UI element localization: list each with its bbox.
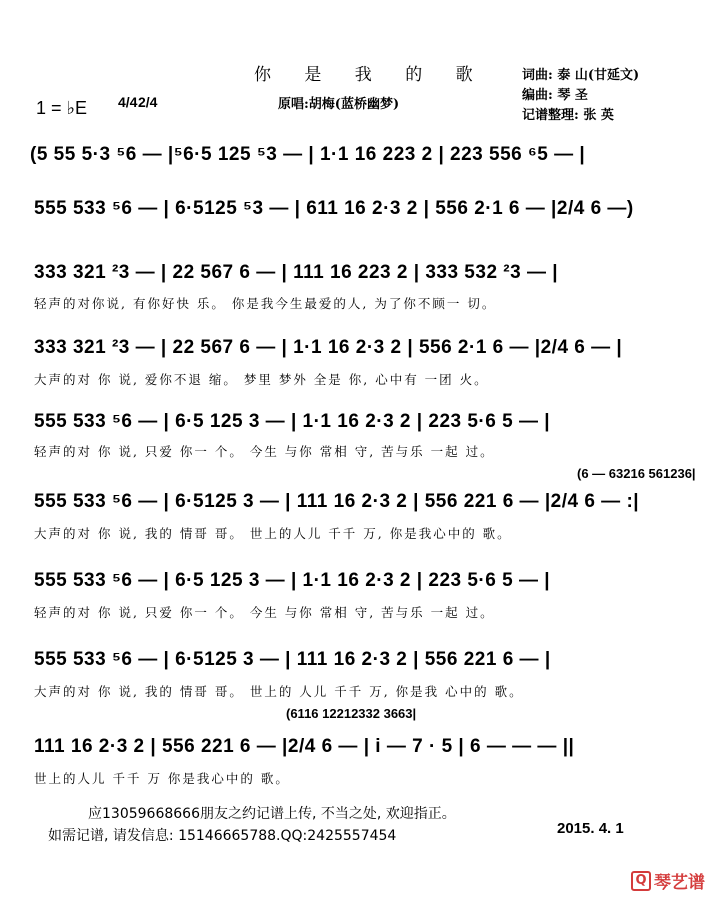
logo-mark-icon: Q [631,871,651,891]
score-row-6-lyrics: 大声的对 你 说, 我的 情哥 哥。 世上的人儿 千千 万, 你是我心中的 歌。 [34,526,512,541]
score-row-5-lyrics: 轻声的对 你 说, 只爱 你一 个。 今生 与你 常相 守, 苦与乐 一起 过。 [34,444,495,459]
score-row-2-notes: 555 533 ⁵6 — | 6·5125 ⁵3 — | 611 16 2·3 2 | 556 2·1 6 — |2/4 6 —) [34,198,634,219]
logo-text: 琴艺谱 [654,873,705,893]
composer-credit: 编曲: 琴 圣 [522,88,588,103]
score-row-9-notes: 111 16 2·3 2 | 556 221 6 — |2/4 6 — | i — 7 · 5 | 6 — — — || [34,736,575,757]
key-signature: 1 = ♭E [36,98,88,118]
score-row-8-notes: 555 533 ⁵6 — | 6·5125 3 — | 111 16 2·3 2 | 556 221 6 — | [34,649,551,670]
score-row-1-notes: (5 55 5·3 ⁵6 — |⁵6·5 125 ⁵3 — | 1·1 16 223 2 | 223 556 ⁶5 — | [30,144,586,165]
score-row-4-lyrics: 大声的对 你 说, 爱你不退 缩。 梦里 梦外 全是 你, 心中有 一团 火。 [34,372,489,387]
original-singer: 原唱:胡梅(蓝桥幽梦) [278,97,400,112]
score-row-7-lyrics: 轻声的对 你 说, 只爱 你一 个。 今生 与你 常相 守, 苦与乐 一起 过。 [34,605,495,620]
time-signature-2-4: 2/4 [138,94,158,110]
score-row-8-lyrics: 大声的对 你 说, 我的 情哥 哥。 世上的 人儿 千千 万, 你是我 心中的 歌。 [34,684,524,699]
footer-note: 应13059668666朋友之约记谱上传, 不当之处, 欢迎指正。 [88,806,456,822]
lyricist-credit: 词曲: 泰 山(甘延文) [522,68,640,83]
transcriber-credit: 记谱整理: 张 英 [522,108,614,123]
time-signature-4-4: 4/4 [118,94,138,110]
site-logo[interactable] [631,868,705,893]
transcription-date: 2015. 4. 1 [557,820,624,837]
footer-contact: 如需记谱, 请发信息: 15146665788.QQ:2425557454 [48,828,397,844]
score-row-7-notes: 555 533 ⁵6 — | 6·5 125 3 — | 1·1 16 2·3 2 | 223 5·6 5 — | [34,570,551,591]
interlude-notes-1: (6 — 63216 561236| [577,466,696,481]
score-row-9-lyrics: 世上的人儿 千千 万 你是我心中的 歌。 [34,771,290,786]
score-row-4-notes: 333 321 ²3 — | 22 567 6 — | 1·1 16 2·3 2 | 556 2·1 6 — |2/4 6 — | [34,337,623,358]
score-row-3-notes: 333 321 ²3 — | 22 567 6 — | 111 16 223 2 | 333 532 ²3 — | [34,262,559,283]
score-row-6-notes: 555 533 ⁵6 — | 6·5125 3 — | 111 16 2·3 2 | 556 221 6 — |2/4 6 — :| [34,491,640,512]
interlude-notes-2: (6116 12212332 3663| [286,706,417,721]
score-row-3-lyrics: 轻声的对你说, 有你好快 乐。 你是我今生最爱的人, 为了你不顾一 切。 [34,296,497,311]
score-row-5-notes: 555 533 ⁵6 — | 6·5 125 3 — | 1·1 16 2·3 2 | 223 5·6 5 — | [34,411,551,432]
song-title: 你 是 我 的 歌 [254,65,487,85]
